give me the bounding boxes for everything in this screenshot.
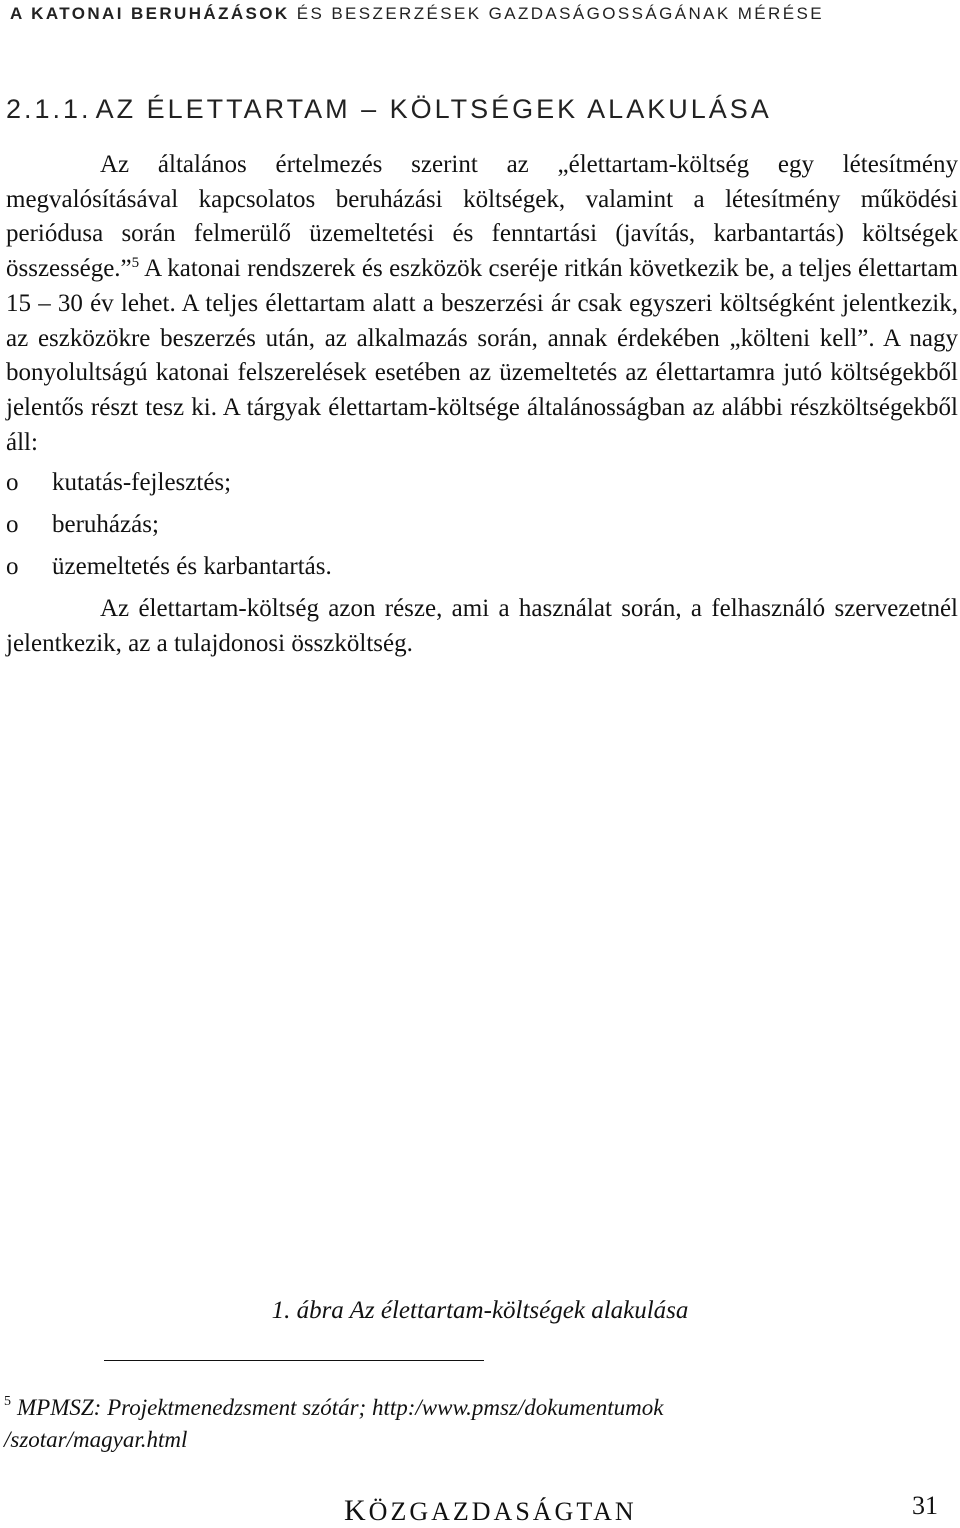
section-number: 2.1.1. xyxy=(6,94,92,124)
footnote xyxy=(4,1392,824,1456)
figure-caption: 1. ábra Az élettartam-költségek alakulása xyxy=(271,1297,689,1324)
body-text xyxy=(6,148,958,662)
list-item xyxy=(6,550,958,592)
bullet-marker: o xyxy=(6,553,19,581)
footnote-reference[interactable]: 5 xyxy=(131,255,140,272)
footnote-divider xyxy=(104,1360,484,1361)
bullet-marker: o xyxy=(6,511,19,539)
list-item-text: kutatás-fejlesztés; xyxy=(52,469,232,497)
paragraph-1 xyxy=(6,148,958,460)
footer-title: ÖZGAZDASÁGTAN xyxy=(368,1497,637,1526)
list-item xyxy=(6,508,958,550)
running-footer xyxy=(344,1494,637,1528)
paragraph-1-text-a: Az általános értelmezés szerint az „élettartam-költség egy létesítmény megvalósításával kapcsolatos beruházási költségek, valamint a létesítmény működési periódusa során felmerülő üzemeltetési és fenntartási (javítás, karbantartás) költségek összessége.” xyxy=(6,151,958,283)
list-item-text: beruházás; xyxy=(52,511,159,539)
section-title: AZ ÉLETTARTAM – KÖLTSÉGEK ALAKULÁSA xyxy=(95,94,772,124)
section-heading xyxy=(6,94,956,125)
footnote-number: 5 xyxy=(4,1394,11,1409)
running-header-rest: ÉS BESZERZÉSEK GAZDASÁGOSSÁGÁNAK MÉRÉSE xyxy=(289,4,824,23)
list-item-text: üzemeltetés és karbantartás. xyxy=(52,553,332,581)
bullet-marker: o xyxy=(6,469,19,497)
cost-component-list xyxy=(6,466,958,592)
running-header-bold: A KATONAI BERUHÁZÁSOK xyxy=(10,4,290,23)
page-number: 31 xyxy=(912,1491,938,1520)
footer-initial: K xyxy=(344,1494,369,1527)
paragraph-2: Az élettartam-költség azon része, ami a használat során, a felhasználó szervezetnél jelentkezik, az a tulajdonosi összköltség. xyxy=(6,595,958,658)
running-header xyxy=(10,4,950,24)
list-item xyxy=(6,466,958,508)
footnote-text: MPMSZ: Projektmenedzsment szótár; http:/www.pmsz/dokumentumok /szotar/magyar.html xyxy=(4,1395,664,1452)
paragraph-1-text-b: A katonai rendszerek és eszközök cseréje ritkán következik be, a teljes élettartam 15 – 30 év lehet. A teljes élettartam alatt a beszerzési ár csak egyszeri költségként jelentkezik, az eszközökre beszerzés után, az alkalmazás során, annak érdekében „költeni kell”. A nagy bonyolultságú katonai felszerelések esetében az üzemeltetés az élettartamra jutó költségekből jelentős részt tesz ki. A tárgyak élettartam-költsége általánosságban az alábbi részköltségekből áll: xyxy=(6,255,958,456)
